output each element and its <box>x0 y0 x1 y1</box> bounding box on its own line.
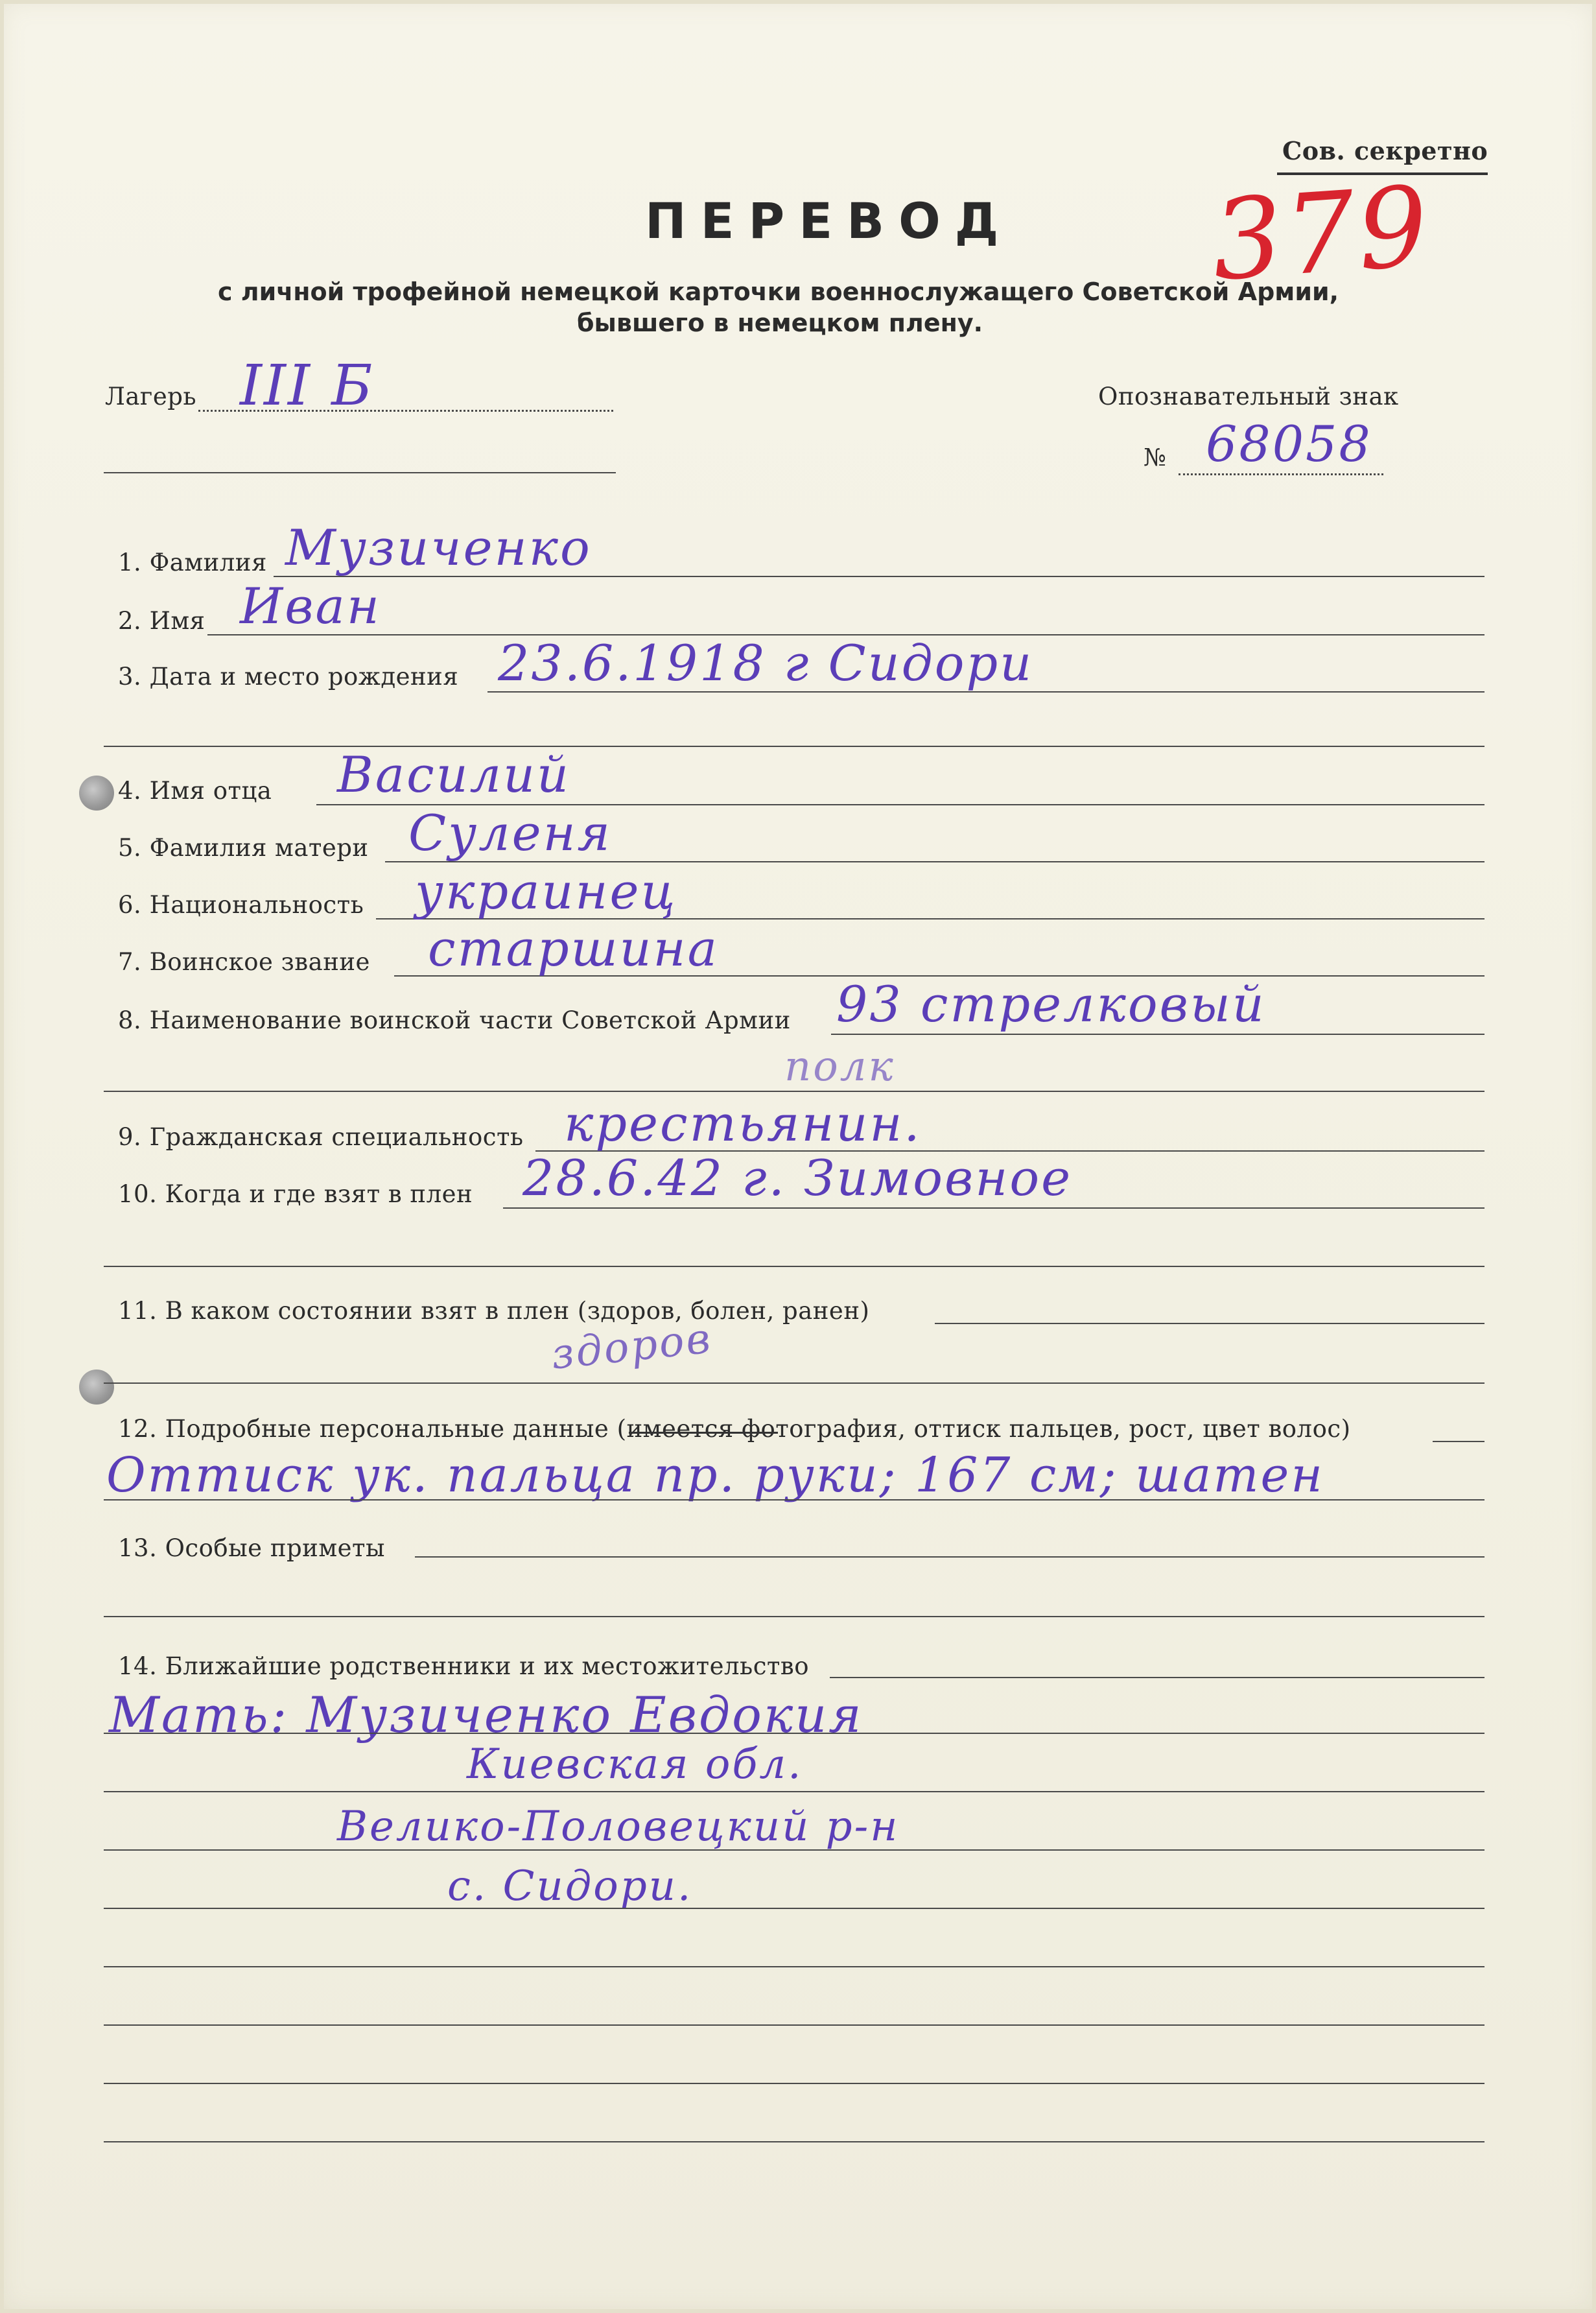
field-3-line2 <box>104 746 1485 747</box>
field-11-label: 11. В каком состоянии взят в плен (здоров, болен, ранен) <box>118 1297 870 1325</box>
field-14-value4: с. Сидори. <box>447 1862 693 1910</box>
field-14-line6 <box>104 1966 1485 1967</box>
field-2-value: Иван <box>240 577 381 635</box>
id-tag-dotted-line <box>1179 473 1383 475</box>
punch-hole-upper <box>79 776 114 811</box>
field-14-line4 <box>104 1849 1485 1851</box>
field-1-label: 1. Фамилия <box>118 549 267 576</box>
field-9-label: 9. Гражданская специальность <box>118 1123 524 1151</box>
subtitle-line1: с личной трофейной немецкой карточки военнослужащего Советской Армии, <box>218 278 1339 306</box>
field-7-value: старшина <box>428 919 719 977</box>
field-10-line <box>503 1207 1485 1209</box>
field-11-line2 <box>104 1382 1485 1384</box>
id-tag-value: 68058 <box>1206 415 1372 473</box>
field-14-line2 <box>104 1733 1485 1734</box>
field-3-value: 23.6.1918 г Сидори <box>498 634 1034 692</box>
field-12-value: Оттиск ук. пальца пр. руки; 167 см; шатен <box>106 1447 1325 1503</box>
field-1-value: Музиченко <box>285 519 592 576</box>
field-14-line <box>830 1677 1485 1678</box>
id-tag-no-label: № <box>1144 444 1167 471</box>
field-2-label: 2. Имя <box>118 607 205 635</box>
id-tag-label: Опознавательный знак <box>1098 383 1399 410</box>
punch-hole-lower <box>79 1370 114 1405</box>
field-14-line9 <box>104 2141 1485 2142</box>
field-8-value: 93 стрелковый <box>836 975 1266 1033</box>
field-7-label: 7. Воинское звание <box>118 948 370 976</box>
field-5-value: Суленя <box>408 804 612 862</box>
field-8-label: 8. Наименование воинской части Советской Армии <box>118 1006 791 1034</box>
field-8-line2 <box>104 1091 1485 1092</box>
field-13-label: 13. Особые приметы <box>118 1534 385 1562</box>
field-5-label: 5. Фамилия матери <box>118 834 369 862</box>
field-14-value3: Велико-Половецкий р-н <box>337 1803 900 1851</box>
field-12-label: 12. Подробные персональные данные (имеется фотография, оттиск пальцев, рост, цвет волос) <box>118 1415 1351 1443</box>
camp-value: III Б <box>240 353 375 418</box>
field-14-line5 <box>104 1908 1485 1909</box>
field-9-value: крестьянин. <box>564 1095 922 1152</box>
field-8-value2: полк <box>784 1043 895 1091</box>
camp-label: Лагерь <box>105 383 197 410</box>
field-14-value: Мать: Музиченко Евдокия <box>109 1686 863 1744</box>
field-13-line <box>415 1556 1485 1558</box>
field-11-line <box>935 1323 1485 1324</box>
field-12-underline-mark <box>629 1432 778 1434</box>
field-14-value2: Киевская обл. <box>467 1740 803 1788</box>
camp-line2 <box>104 472 616 473</box>
field-12-line2 <box>104 1499 1485 1500</box>
field-11-value: здоров <box>548 1314 714 1379</box>
field-12-line <box>1433 1441 1485 1442</box>
subtitle-line2: бывшего в немецком плену. <box>577 309 983 337</box>
field-14-line8 <box>104 2083 1485 2084</box>
field-8-line <box>831 1034 1485 1035</box>
field-13-line2 <box>104 1616 1485 1617</box>
field-10-label: 10. Когда и где взят в плен <box>118 1180 473 1208</box>
document-title: ПЕРЕВОД <box>645 192 1013 250</box>
field-10-value: 28.6.42 г. Зимовное <box>522 1149 1073 1207</box>
field-10-line2 <box>104 1266 1485 1267</box>
secrecy-label: Сов. секретно <box>1282 136 1488 165</box>
field-14-line3 <box>104 1791 1485 1792</box>
field-4-value: Василий <box>337 746 570 803</box>
field-3-label: 3. Дата и место рождения <box>118 663 459 691</box>
field-6-value: украинец <box>415 862 677 920</box>
red-stamp-number: 379 <box>1208 162 1435 306</box>
field-6-label: 6. Национальность <box>118 891 364 919</box>
field-14-line7 <box>104 2024 1485 2026</box>
field-14-label: 14. Ближайшие родственники и их местожительство <box>118 1652 809 1680</box>
field-4-label: 4. Имя отца <box>118 777 272 805</box>
